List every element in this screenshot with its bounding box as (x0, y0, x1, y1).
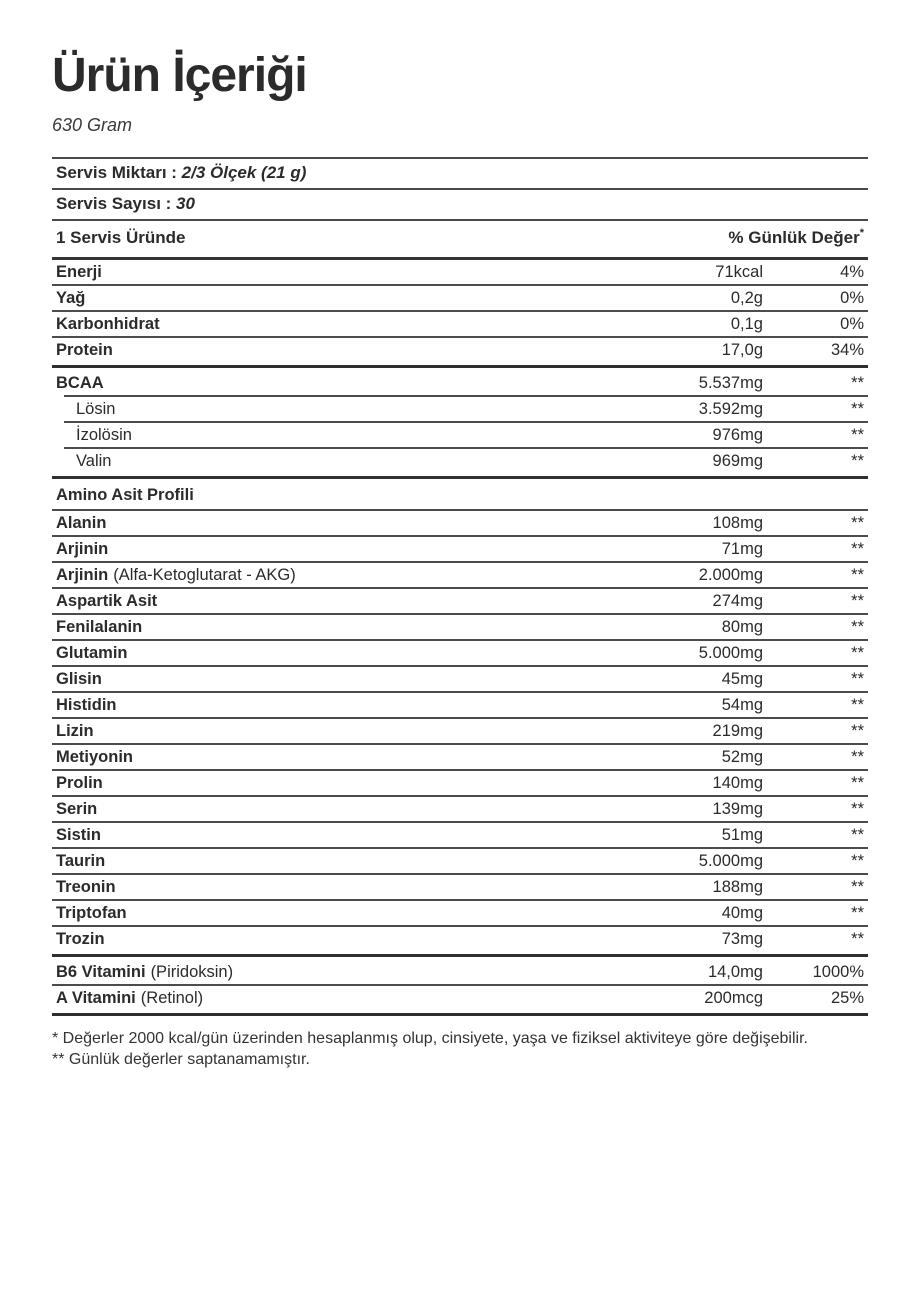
nutrient-daily-value: ** (851, 773, 864, 792)
column-header-item: 1 Servis Üründe (56, 227, 186, 247)
nutrient-daily-value: ** (851, 565, 864, 584)
nutrient-daily-value: ** (851, 617, 864, 636)
nutrient-name (56, 774, 613, 792)
nutrient-name-text: A Vitamini (56, 988, 136, 1007)
nutrient-daily-value: ** (851, 643, 864, 662)
footnote-marker: * (859, 226, 864, 239)
nutrient-amount: 71mg (721, 539, 763, 558)
footnote-daily-value-basis: * Değerler 2000 kcal/gün üzerinden hesaplanmış olup, cinsiyete, yaşa ve fiziksel aktiviteye göre değişebilir. (52, 1029, 808, 1047)
nutrient-name (56, 514, 613, 532)
footnote-value-not-established: ** Günlük değerler saptanamamıştır. (52, 1050, 310, 1068)
serving-separator: : (166, 162, 182, 182)
nutrient-rows-section (52, 260, 868, 1016)
nutrient-amount: 140mg (712, 773, 763, 792)
nutrient-name-text: Valin (76, 451, 112, 470)
nutrient-name-text: Karbonhidrat (56, 314, 160, 333)
nutrient-daily-value: ** (851, 425, 864, 444)
nutrient-amount: 5.000mg (698, 643, 763, 662)
nutrient-amount: 3.592mg (698, 399, 763, 418)
table-row (52, 771, 868, 797)
nutrient-amount: 139mg (712, 799, 763, 818)
nutrient-name-text: Arjinin (56, 565, 109, 584)
table-row (52, 719, 868, 745)
nutrient-name-text: Alanin (56, 513, 107, 532)
nutrient-daily-value: 1000% (812, 962, 864, 981)
nutrient-name (56, 452, 613, 470)
serving-label: Servis Sayısı (56, 193, 161, 213)
serving-value: 2/3 Ölçek (21 g) (181, 162, 307, 182)
nutrient-amount: 108mg (712, 513, 763, 532)
nutrient-daily-value: ** (851, 513, 864, 532)
table-row (52, 745, 868, 771)
nutrient-amount: 54mg (721, 695, 763, 714)
nutrient-name (56, 566, 613, 584)
product-weight: 630 Gram (52, 114, 133, 135)
nutrient-name (56, 852, 613, 870)
nutrient-daily-value: ** (851, 539, 864, 558)
nutrient-amount: 52mg (721, 747, 763, 766)
nutrient-name (56, 426, 613, 444)
table-row (52, 797, 868, 823)
table-row (52, 615, 868, 641)
nutrient-daily-value: ** (851, 669, 864, 688)
nutrient-daily-value: 34% (830, 340, 864, 359)
table-row (52, 260, 868, 286)
nutrient-daily-value: ** (851, 851, 864, 870)
nutrient-name (56, 644, 613, 662)
nutrient-name (56, 315, 613, 333)
nutrient-name-text: Prolin (56, 773, 103, 792)
table-row (52, 338, 868, 368)
nutrient-daily-value: ** (851, 903, 864, 922)
serving-info-row (52, 159, 868, 190)
nutrient-name (56, 963, 613, 981)
nutrient-name-text: Fenilalanin (56, 617, 143, 636)
nutrient-amount: 969mg (712, 451, 763, 470)
table-row (52, 641, 868, 667)
nutrient-amount: 5.537mg (698, 373, 763, 392)
nutrient-daily-value: ** (851, 695, 864, 714)
nutrient-name-text: Arjinin (56, 539, 109, 558)
nutrient-name (56, 930, 613, 948)
table-row (52, 960, 868, 986)
nutrient-name-text: Yağ (56, 288, 86, 307)
nutrition-table (52, 157, 868, 1016)
table-row (52, 589, 868, 615)
nutrient-name-text: Amino Asit Profili (56, 485, 194, 504)
serving-info-section (52, 159, 868, 221)
nutrient-name-text: Lizin (56, 721, 94, 740)
nutrient-amount: 71kcal (715, 262, 763, 281)
serving-label: Servis Miktarı (56, 162, 167, 182)
table-row (52, 901, 868, 927)
table-header-row (52, 221, 868, 260)
nutrient-name (56, 800, 613, 818)
nutrient-amount: 14,0mg (707, 962, 763, 981)
nutrient-name-text: B6 Vitamini (56, 962, 146, 981)
table-row (52, 563, 868, 589)
nutrient-name (56, 374, 613, 392)
nutrient-name (56, 289, 613, 307)
footnotes (52, 1028, 868, 1070)
table-row (52, 693, 868, 719)
nutrient-name (56, 904, 613, 922)
nutrient-name-note: (Retinol) (140, 988, 204, 1007)
table-row (52, 927, 868, 957)
nutrient-amount: 188mg (712, 877, 763, 896)
nutrient-name (56, 592, 613, 610)
table-row (52, 537, 868, 563)
nutrient-name-text: Sistin (56, 825, 101, 844)
table-row (52, 449, 868, 479)
nutrient-amount: 219mg (712, 721, 763, 740)
table-row (52, 875, 868, 901)
nutrient-name (56, 748, 613, 766)
nutrient-name-text: Trozin (56, 929, 105, 948)
daily-value-label: % Günlük Değer (728, 227, 860, 247)
table-row (52, 986, 868, 1016)
nutrient-name-text: İzolösin (76, 425, 132, 444)
nutrient-name (56, 486, 613, 504)
nutrient-name (56, 540, 613, 558)
nutrient-name-text: Taurin (56, 851, 106, 870)
nutrient-daily-value: ** (851, 825, 864, 844)
serving-separator: : (160, 193, 177, 213)
nutrient-amount: 5.000mg (698, 851, 763, 870)
nutrient-daily-value: ** (851, 399, 864, 418)
nutrient-name-text: Enerji (56, 262, 102, 281)
nutrient-name (56, 263, 613, 281)
nutrient-amount: 80mg (721, 617, 763, 636)
nutrient-daily-value: ** (851, 373, 864, 392)
nutrient-daily-value: 0% (840, 314, 864, 333)
nutrient-amount: 0,1g (730, 314, 763, 333)
table-row (52, 286, 868, 312)
nutrient-name (56, 826, 613, 844)
nutrient-name-text: Aspartik Asit (56, 591, 158, 610)
column-header-daily-value (728, 228, 864, 248)
nutrient-daily-value: ** (851, 877, 864, 896)
nutrient-daily-value: ** (851, 747, 864, 766)
table-row (52, 312, 868, 338)
nutrient-name-text: Glisin (56, 669, 102, 688)
nutrient-daily-value: ** (851, 591, 864, 610)
nutrient-amount: 0,2g (730, 288, 763, 307)
nutrient-daily-value: ** (851, 721, 864, 740)
nutrient-daily-value: 25% (830, 988, 864, 1007)
nutrient-amount: 200mcg (704, 988, 763, 1007)
nutrient-name (56, 696, 613, 714)
table-row (52, 849, 868, 875)
serving-info-row (52, 190, 868, 221)
nutrient-name (56, 670, 613, 688)
nutrient-name (56, 400, 613, 418)
nutrient-name-note: (Alfa-Ketoglutarat - AKG) (113, 565, 296, 584)
table-row (52, 371, 868, 397)
nutrient-amount: 40mg (721, 903, 763, 922)
nutrient-amount: 17,0g (721, 340, 763, 359)
nutrient-name-text: Histidin (56, 695, 117, 714)
nutrient-name (56, 341, 613, 359)
nutrient-name (56, 722, 613, 740)
table-row (52, 667, 868, 693)
table-row (52, 397, 868, 423)
serving-value: 30 (176, 193, 195, 213)
nutrient-name-text: Protein (56, 340, 113, 359)
nutrient-daily-value: ** (851, 929, 864, 948)
table-row (52, 511, 868, 537)
nutrient-name (56, 989, 613, 1007)
nutrient-amount: 976mg (712, 425, 763, 444)
table-row (52, 423, 868, 449)
nutrient-amount: 73mg (721, 929, 763, 948)
nutrient-amount: 45mg (721, 669, 763, 688)
nutrient-name-text: Treonin (56, 877, 116, 896)
page-title: Ürün İçeriği (52, 49, 307, 102)
nutrient-daily-value: ** (851, 451, 864, 470)
table-row (52, 482, 868, 511)
nutrient-name-text: Metiyonin (56, 747, 133, 766)
nutrient-daily-value: 4% (840, 262, 864, 281)
nutrient-name (56, 878, 613, 896)
table-row (52, 823, 868, 849)
nutrient-name-text: Glutamin (56, 643, 128, 662)
nutrient-name (56, 618, 613, 636)
nutrient-name-text: Serin (56, 799, 98, 818)
nutrient-name-text: Lösin (76, 399, 116, 418)
nutrient-name-note: (Piridoksin) (150, 962, 234, 981)
nutrient-name-text: Triptofan (56, 903, 127, 922)
nutrient-name-text: BCAA (56, 373, 104, 392)
nutrient-amount: 51mg (721, 825, 763, 844)
nutrient-daily-value: 0% (840, 288, 864, 307)
nutrient-amount: 2.000mg (698, 565, 763, 584)
nutrient-daily-value: ** (851, 799, 864, 818)
nutrient-amount: 274mg (712, 591, 763, 610)
